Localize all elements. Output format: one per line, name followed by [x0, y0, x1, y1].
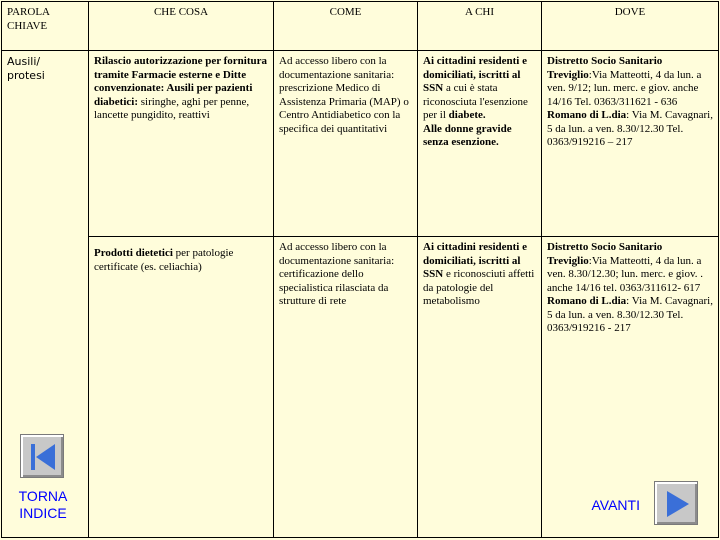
- header-keyword: PAROLA CHIAVE: [2, 2, 89, 51]
- header-how: COME: [274, 2, 418, 51]
- what-cell: Rilascio autorizzazione per fornitura tramite Farmacie esterne e Ditte convenzionate: Ausili per pazienti diabetici: siringhe, aghi per penne, lancette pungidito, reattivi: [89, 51, 274, 237]
- play-next-icon-graphic: [655, 482, 699, 526]
- header-where: DOVE: [542, 2, 719, 51]
- keyword-line: protesi: [7, 68, 45, 82]
- play-next-icon[interactable]: [654, 481, 698, 525]
- table-row: [2, 237, 719, 538]
- back-to-index-link[interactable]: TORNA INDICE: [18, 488, 68, 521]
- who-cell: Ai cittadini residenti e domiciliati, iscritti al SSN a cui è stata riconosciuta l'esenzione per il diabete. Alle donne gravide senza esenzione.: [418, 51, 542, 237]
- info-table: [1, 1, 719, 538]
- where-cell: Distretto Socio Sanitario Treviglio:Via Matteotti, 4 da lun. a ven. 9/12; lun. merc. e giov. anche 14/16 Tel. 0363/311621 - 636 Romano di L.dia: Via M. Cavagnari, 5 da lun. a ven. 8.30/12.30 Tel. 0363/919216 – 217: [542, 51, 719, 237]
- header-row: [2, 2, 719, 51]
- back-to-start-icon-graphic: [21, 435, 65, 479]
- how-cell: Ad accesso libero con la documentazione sanitaria: certificazione dello specialistica rilasciata da strutture di rete: [274, 237, 418, 538]
- what-cell: Prodotti dietetici per patologie certificate (es. celiachia): [89, 237, 274, 538]
- who-cell: Ai cittadini residenti e domiciliati, iscritti al SSN e riconosciuti affetti da patologie del metabolismo: [418, 237, 542, 538]
- how-cell: Ad accesso libero con la documentazione sanitaria: prescrizione Medico di Assistenza Primaria (MAP) o Centro Antidiabetico con la specifica dei quantitativi: [274, 51, 418, 237]
- back-to-start-icon[interactable]: [20, 434, 64, 478]
- header-what: CHE COSA: [89, 2, 274, 51]
- table-row: [2, 51, 719, 237]
- next-link[interactable]: AVANTI: [591, 497, 640, 513]
- keyword-line: Ausili/: [7, 55, 41, 68]
- where-cell: Distretto Socio Sanitario Treviglio:Via Matteotti, 4 da lun. a ven. 8.30/12.30; lun. merc. e giov. . anche 14/16 tel. 0363/311612- 617 Romano di L.dia: Via M. Cavagnari, 5 da lun. a ven. 8.30/12.30 Tel. 0363/919216 - 217: [542, 237, 719, 538]
- header-who: A CHI: [418, 2, 542, 51]
